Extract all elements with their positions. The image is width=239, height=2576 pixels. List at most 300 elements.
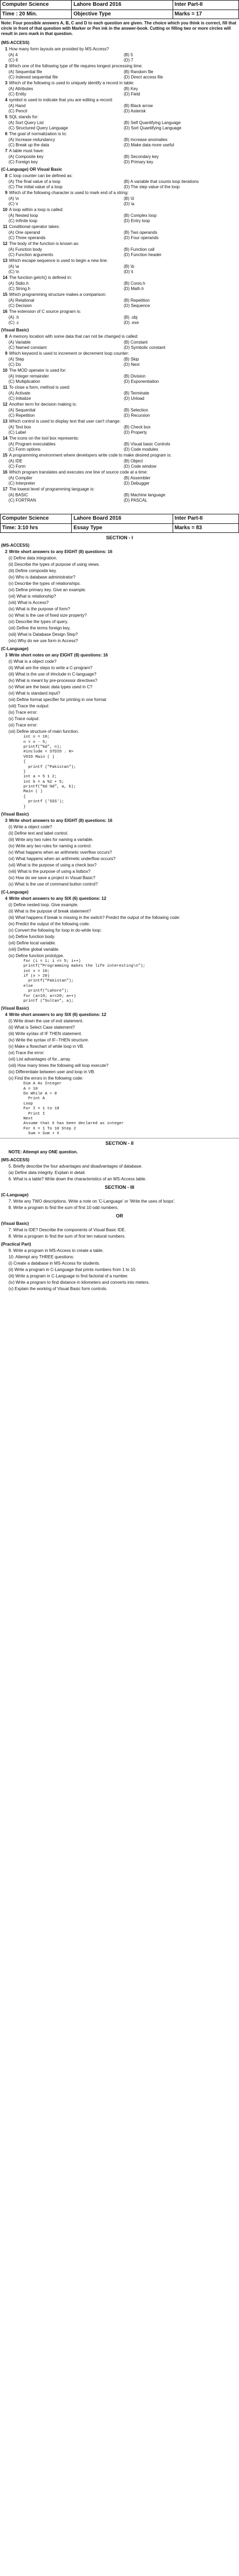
answer-option[interactable]: (B) Self Quantifying Language <box>124 120 181 125</box>
answer-option[interactable]: (D) Unload <box>124 396 144 401</box>
answer-option[interactable]: (D) Property <box>124 430 147 435</box>
answer-option[interactable]: (D) \t <box>124 269 133 274</box>
answer-option[interactable]: (B) Function call <box>124 247 155 252</box>
list-item: (iv) Write a program to find distance in kilometers and converts into meters. <box>8 1280 150 1285</box>
subject-heading: (Visual Basic) <box>1 1221 29 1226</box>
question-list <box>0 1163 239 1182</box>
question-text: Write short answers to any EIGHT (8) questions: <box>9 818 107 823</box>
list-item: (ii) Define text and label control. <box>8 830 69 836</box>
answer-option[interactable]: (B) Two operands <box>124 230 157 235</box>
answer-option[interactable]: (D) Math.h <box>124 286 144 291</box>
question-text: To close a form, method is used: <box>9 385 71 390</box>
answer-options <box>0 213 239 224</box>
answer-options <box>0 247 239 258</box>
answer-option[interactable]: (A) Compiler <box>8 476 32 480</box>
answer-option[interactable]: (B) Division <box>124 374 146 379</box>
answer-option[interactable]: (C) Form options <box>8 447 41 452</box>
answer-option[interactable]: (C) Decision <box>8 303 32 308</box>
answer-option[interactable]: (A) Step <box>8 357 24 362</box>
mcq-question <box>0 367 239 374</box>
subject-heading: (MS-ACCESS) <box>1 1157 30 1162</box>
question-text: The body of the function is known as: <box>9 241 80 246</box>
question-list <box>0 824 239 888</box>
answer-options <box>0 69 239 80</box>
list-item: (a) Define data integrity. Explain in detail. <box>8 1170 86 1175</box>
mcq-question <box>0 292 239 298</box>
answer-option[interactable]: (A) Sequential <box>8 408 36 413</box>
section-heading: SECTION - I <box>106 535 133 540</box>
list-item: (ix) How do we save a project in Visual Basic? <box>8 875 96 880</box>
mcq-question <box>0 224 239 230</box>
question-list <box>0 555 239 644</box>
list-item: (xii) Define the terms foreign key. <box>8 626 71 631</box>
question-number: 15 <box>3 292 7 297</box>
question-text: symbol is used to indicate that you are editing a record: <box>9 98 113 102</box>
answer-option[interactable]: (D) Four operands <box>124 235 159 240</box>
answer-option[interactable]: (B) Constant <box>124 340 148 345</box>
answer-option[interactable]: (D) .exe <box>124 320 139 325</box>
list-item: (iv) What is meant by pre-processor directives? <box>8 678 98 684</box>
answer-option[interactable]: (B) Assembler <box>124 476 151 480</box>
question-text: Which programming structure makes a comparison: <box>9 292 107 297</box>
code-snippet: for (a=10; a<=20; a++) printf ("Sultan", a); <box>23 994 76 1003</box>
list-item: (x) Find the errors in the following code: <box>8 1076 83 1081</box>
answer-option[interactable]: (C) Interpreter <box>8 481 36 486</box>
answer-option[interactable]: (B) Terminate <box>124 391 149 396</box>
list-item: (vi) What is standard input? <box>8 691 61 696</box>
marks: 16 <box>103 653 108 658</box>
objective-header <box>0 0 239 19</box>
subject-heading: (MS-ACCESS) <box>1 40 30 45</box>
mcq-question <box>0 190 239 196</box>
question-number: 14 <box>3 275 7 280</box>
note-text: NOTE: Attempt any ONE question. <box>8 1149 78 1154</box>
list-item: (ii) What are the steps to write a C-program? <box>8 665 92 671</box>
subject-heading: (Visual Basic) <box>1 1006 29 1011</box>
question-text: Write short notes on any EIGHT (8) questions: <box>9 653 102 658</box>
mcq-question <box>0 148 239 154</box>
answer-option[interactable]: (C) Form <box>8 464 25 469</box>
answer-options <box>0 408 239 418</box>
answer-option[interactable]: (B) Machine language <box>124 493 166 497</box>
answer-option[interactable]: (D) Primary key <box>124 160 153 164</box>
list-item: (ii) Describe the types of purpose of using views. <box>8 562 100 567</box>
list-item: (i) What is a object code? <box>8 659 57 664</box>
question-number: 9 <box>5 190 7 195</box>
answer-option[interactable]: (C) String.h <box>8 286 30 291</box>
answer-option[interactable]: (D) Make data more useful <box>124 143 174 147</box>
list-item: (v) Convert the following for loop in do-while loop: <box>8 927 102 933</box>
list-item: (vi) Define function body. <box>8 934 55 939</box>
list-item: (viii) What is Access? <box>8 600 49 606</box>
answer-option[interactable]: (A) Variable <box>8 340 31 345</box>
list-item: (xiii) What is Database Design Step? <box>8 632 78 637</box>
question-text: Conditional operator takes: <box>9 224 60 229</box>
answer-option[interactable]: (B) 5 <box>124 52 133 57</box>
answer-options <box>0 340 239 351</box>
subject-heading: (Visual Basic) <box>1 811 29 817</box>
answer-option[interactable]: (C) \n <box>8 269 19 274</box>
answer-option[interactable]: (B) Secondary key <box>124 154 159 159</box>
answer-option[interactable]: (B) Repetition <box>124 298 150 303</box>
list-item: (vi) Define primary key. Give an example. <box>8 588 87 593</box>
answer-option[interactable]: (C) Structured Query Language <box>8 126 69 130</box>
answer-option[interactable]: (D) Asterisk <box>124 109 146 113</box>
question-list <box>0 902 239 959</box>
list-item: (xii) Define structure of main function. <box>8 729 79 734</box>
list-item: (vi) Trace the error: <box>8 1050 45 1056</box>
list-item: (iii) What is the use of #include in C-language? <box>8 672 97 677</box>
answer-options <box>0 52 239 63</box>
question-number: 5 <box>5 115 7 119</box>
answer-option[interactable]: (B) \b <box>124 264 134 269</box>
answer-option[interactable]: (C) Label <box>8 430 26 435</box>
list-item: (ii) What is Select Case statement? <box>8 1025 75 1030</box>
answer-option[interactable]: (D) PASCAL <box>124 498 148 503</box>
question-text: Which one of the following type of file requires longest processing time: <box>9 64 143 68</box>
header-cell: Marks = 17 <box>174 11 202 17</box>
question-number: 15 <box>3 453 7 458</box>
answer-option[interactable]: (A) \n <box>8 196 19 201</box>
answer-option[interactable]: (D) \a <box>124 201 134 206</box>
answer-option[interactable]: (A) BASIC <box>8 493 28 497</box>
answer-options <box>0 357 239 367</box>
answer-options <box>0 179 239 190</box>
question-row: 4 Write short answers to any SIX (6) questions: 12 <box>5 896 107 901</box>
answer-option[interactable]: (A) One operand <box>8 230 40 235</box>
answer-option[interactable]: (C) Entity <box>8 92 27 97</box>
answer-option[interactable]: (C) Multiplication <box>8 379 40 384</box>
question-text: How many form layouts are provided by MS-Access? <box>9 47 109 51</box>
list-item: (ix) What is the purpose of form? <box>8 607 71 612</box>
list-item: (iii) Define composite key. <box>8 568 57 574</box>
answer-option[interactable]: (C) .c <box>8 320 19 325</box>
question-number: 13 <box>3 258 7 263</box>
question-text: The goal of normalization is to: <box>9 132 67 136</box>
mcq-question <box>0 131 239 137</box>
mcq-question <box>0 384 239 391</box>
code-snippet: For I = 1 to 10 Print I Next <box>23 1107 59 1121</box>
question-text: Which escape sequence is used to begin a new line: <box>9 258 108 263</box>
question-number: 14 <box>3 436 7 441</box>
question-number: 3 <box>5 81 7 85</box>
marks: 16 <box>107 549 113 555</box>
list-item: (xi) Describe the types of query. <box>8 619 69 625</box>
answer-options <box>0 374 239 384</box>
section-heading: SECTION - III <box>105 1184 134 1190</box>
instructions-note: Note: Four possible answers A, B, C and D to each question are given. The choice which you think is correct, fill that circle in front of that question with Marker or Pen ink in the answer-book. Cutting or filling two or more circles will result in zero mark in that question. <box>1 21 236 36</box>
answer-option[interactable]: (B) Object <box>124 459 143 463</box>
list-item: (i) Write down the use of exit statement. <box>8 1019 83 1024</box>
answer-options <box>0 459 239 469</box>
answer-option[interactable]: (D) Next <box>124 362 140 367</box>
list-item: 7. What is IDE? Describe the components of Visual Basic IDE. <box>8 1228 126 1233</box>
answer-options <box>0 493 239 503</box>
question-text: Which program translates and executes one line of source code at a time: <box>9 470 148 475</box>
question-text: The MOD operator is used for: <box>9 368 67 373</box>
header-cell: Objective Type <box>72 10 173 19</box>
answer-option[interactable]: (C) FORTRAN <box>8 498 36 503</box>
answer-option[interactable]: (A) The final value of a loop <box>8 179 61 184</box>
question-list <box>0 659 239 735</box>
list-item: (i) Define nested loop. Give example. <box>8 902 79 907</box>
answer-option[interactable]: (D) Code modules <box>124 447 158 452</box>
answer-option[interactable]: (B) A variable that counts loop iterations <box>124 179 199 184</box>
list-item: (vii) Define local variable. <box>8 940 56 945</box>
list-item: (i) Create a database in MS-Access for students. <box>8 1261 100 1266</box>
answer-option[interactable]: (C) 6 <box>8 58 18 63</box>
answer-option[interactable]: (C) Infinite loop <box>8 218 38 223</box>
answer-option[interactable]: (B) Key <box>124 86 138 91</box>
code-snippet: #include < STDIO . H> VOID Main ( ) { printf ("Pakistan"); } <box>23 750 76 774</box>
answer-option[interactable]: (A) Composite key <box>8 154 44 159</box>
subject-heading: (C-Language) OR Visual Basic <box>1 167 62 172</box>
answer-options <box>0 86 239 97</box>
header-cell: Time: 3:10 hrs <box>1 524 72 533</box>
answer-option[interactable]: (C) Repetition <box>8 413 35 418</box>
subject-heading: (Practical Part) <box>1 1242 31 1247</box>
answer-option[interactable]: (C) Pencil <box>8 109 28 113</box>
question-number: 4 <box>5 98 7 102</box>
list-item: (vi) What happens when an arithmetic underflow occurs? <box>8 856 116 861</box>
list-item: (x) What is the use of fixed size property? <box>8 613 87 618</box>
mcq-question <box>0 241 239 247</box>
answer-option[interactable]: (B) Selection <box>124 408 148 413</box>
mcq-question <box>0 63 239 69</box>
question-number: 16 <box>3 309 7 314</box>
code-snippet: int n = 10; n = n - 5; printf("%d", n); <box>23 735 62 749</box>
list-item: (v) What happens when an arithmetic overflow occurs? <box>8 849 112 855</box>
or-divider: OR <box>116 1213 123 1219</box>
question-number: 13 <box>3 419 7 424</box>
mcq-question <box>0 97 239 103</box>
answer-option[interactable]: (D) 7 <box>124 58 133 63</box>
question-number: 8 <box>5 334 7 339</box>
list-item: (viii) Define global variable. <box>8 947 60 952</box>
answer-options <box>0 103 239 114</box>
answer-option[interactable]: (A) Hand <box>8 103 26 108</box>
question-list <box>0 1248 239 1292</box>
question-number: 7 <box>5 148 7 153</box>
question-text: The lowest level of programming language is: <box>9 487 95 492</box>
list-item: (vii) Define format specifier for printing in one format <box>8 697 107 703</box>
mcq-question <box>0 309 239 315</box>
list-item: (ix) Differentiate between user and loop in VB. <box>8 1070 96 1075</box>
question-text: Which keyword is used to increment or decrement loop counter: <box>9 351 129 356</box>
answer-option[interactable]: (D) Sort Quantifying Language <box>124 126 182 130</box>
answer-options <box>0 230 239 241</box>
answer-option[interactable]: (A) .h <box>8 315 19 320</box>
question-text: The function getch() is defined in: <box>9 275 72 280</box>
answer-option[interactable]: (A) \a <box>8 264 19 269</box>
list-item: (i) Write a object code? <box>8 824 53 829</box>
header-cell: Lahore Board 2016 <box>72 1 173 10</box>
answer-option[interactable]: (D) Exponentiation <box>124 379 159 384</box>
mcq-question <box>0 452 239 459</box>
answer-option[interactable]: (A) Function body <box>8 247 42 252</box>
answer-option[interactable]: (D) Function header <box>124 252 162 257</box>
header-cell: Inter Part-II <box>173 514 238 524</box>
subject-heading: (C-Language) <box>1 1192 29 1197</box>
list-item: (iii) Write any two rules for naming a variable. <box>8 837 93 842</box>
answer-option[interactable]: (A) Increase redundancy <box>8 137 55 142</box>
mcq-question <box>0 207 239 213</box>
answer-option[interactable]: (C) Function arguments <box>8 252 54 257</box>
question-number: 1 <box>5 47 7 51</box>
answer-option[interactable]: (D) Recursion <box>124 413 150 418</box>
answer-option[interactable]: (C) Break up the data <box>8 143 49 147</box>
list-item: (i) Define data integration. <box>8 556 58 561</box>
answer-option[interactable]: (B) Visual basic Controls <box>124 442 170 446</box>
answer-option[interactable]: (B) .obj <box>124 315 138 320</box>
answer-option[interactable]: (A) Integer remainder <box>8 374 49 379</box>
code-snippet: int x = 10; if (x > 20) printf("Pakistan"); else printf("Lahore"); <box>23 969 74 994</box>
answer-option[interactable]: (B) Black arrow <box>124 103 153 108</box>
objective-sections <box>0 40 239 503</box>
list-item: 10. Attempt any THREE questions: <box>8 1255 74 1260</box>
question-number: 12 <box>3 402 7 407</box>
question-number: 10 <box>3 368 7 373</box>
answer-option[interactable]: (B) Check box <box>124 425 151 430</box>
answer-option[interactable]: (D) Debugger <box>124 481 150 486</box>
answer-option[interactable]: (C) \r <box>8 201 19 206</box>
answer-options <box>0 425 239 435</box>
answer-option[interactable]: (D) Symbolic constant <box>124 345 166 350</box>
answer-options <box>0 154 239 165</box>
question-row: 2 Write short answers to any EIGHT (8) questions: 16 <box>5 549 113 555</box>
answer-option[interactable]: (C) Initialize <box>8 396 31 401</box>
answer-option[interactable]: (A) Attributes <box>8 86 33 91</box>
question-number: 2 <box>5 64 7 68</box>
subject-heading: (C-Language) <box>1 646 29 652</box>
question-list <box>0 1198 239 1211</box>
answer-option[interactable]: (A) IDE <box>8 459 23 463</box>
list-item: (iii) What happens if break is missing in the switch? Predict the output of the following code: <box>8 915 181 920</box>
answer-option[interactable]: (C) Foreign key <box>8 160 38 164</box>
mcq-question <box>0 435 239 442</box>
list-item: 6. What is a table? Write down the characteristics of an MS-Access table. <box>8 1176 147 1181</box>
question-text: Which of the following character is used to mark end of a string: <box>9 190 129 195</box>
answer-option[interactable]: (A) 4 <box>8 52 18 57</box>
answer-options <box>0 391 239 401</box>
answer-option[interactable]: (C) The initial value of a loop <box>8 185 63 189</box>
list-item: (iv) Predict the output of the following code. <box>8 921 90 926</box>
answer-option[interactable]: (A) Program executables <box>8 442 56 446</box>
code-snippet: int a = 5 1 2; int b = a %2 + 5; printf("%d %d", a, b); <box>23 775 76 789</box>
answer-option[interactable]: (D) The step value of the loop <box>124 185 180 189</box>
list-item: 7. Write any TWO descriptions. Write a note on 'C-Language' or 'Write the uses of loops'. <box>8 1198 176 1204</box>
answer-option[interactable]: (B) \0 <box>124 196 134 201</box>
mcq-question <box>0 114 239 120</box>
list-item: (x) What is the use of command button control? <box>8 881 98 887</box>
answer-option[interactable]: (D) Sequence <box>124 303 150 308</box>
mcq-question <box>0 401 239 408</box>
answer-option[interactable]: (B) Random file <box>124 69 153 74</box>
question-row: 3 Write short notes on any EIGHT (8) questions: 16 <box>5 653 108 658</box>
answer-option[interactable]: (C) Indexed sequential file <box>8 75 58 80</box>
question-number: 6 <box>5 132 7 136</box>
answer-options <box>0 281 239 292</box>
list-item: (iv) Write the syntax of IF--THEN structure. <box>8 1038 89 1043</box>
header-cell: Time : 20 Min. <box>1 10 72 19</box>
answer-options <box>0 315 239 326</box>
list-item: (iii) Write a program in C-Language to find factorial of a number. <box>8 1274 129 1279</box>
answer-option[interactable]: (A) Nested loop <box>8 213 38 218</box>
mcq-question <box>0 275 239 281</box>
answer-option[interactable]: (D) Field <box>124 92 140 97</box>
answer-option[interactable]: (B) Conio.h <box>124 281 146 286</box>
question-number: 8 <box>5 173 7 178</box>
marks: 12 <box>101 1012 107 1018</box>
list-item: (iii) Write syntax of IF THEN statement. <box>8 1031 82 1037</box>
answer-options <box>0 120 239 131</box>
question-text: A memory location with some data that can not be changed is called: <box>9 334 139 339</box>
question-text: Write short answers to any EIGHT (8) questions: <box>9 549 107 555</box>
header-cell: Lahore Board 2016 <box>72 514 173 524</box>
answer-option[interactable]: (A) Sequential file <box>8 69 42 74</box>
question-text: Another term for decision making is: <box>9 402 77 407</box>
list-item: (viii) Trace the output: <box>8 704 49 709</box>
list-item: (xiv) Why do we use form in Access? <box>8 638 78 644</box>
answer-option[interactable]: (C) Named constant <box>8 345 47 350</box>
list-item: (viii) What is the purpose of using a listbox? <box>8 869 91 874</box>
list-item: (vii) What is relationship? <box>8 594 56 599</box>
answer-option[interactable]: (B) Increase anomalies <box>124 137 168 142</box>
answer-option[interactable]: (A) Text box <box>8 425 31 430</box>
answer-option[interactable]: (C) Three operands <box>8 235 46 240</box>
marks: 16 <box>107 818 113 823</box>
answer-option[interactable]: (B) Complex loop <box>124 213 157 218</box>
list-item: (ix) Trace error: <box>8 710 38 715</box>
question-number: 12 <box>3 241 7 246</box>
answer-option[interactable]: (C) Do <box>8 362 21 367</box>
list-item: (v) Make a flowchart of while loop in VB. <box>8 1044 84 1049</box>
answer-options <box>0 196 239 207</box>
question-text: A loop within a loop is called: <box>9 207 64 212</box>
answer-options <box>0 298 239 309</box>
question-text: The extension of C source program is: <box>9 309 81 314</box>
list-item: 8. Write a program to find the sum of first ten natural numbers. <box>8 1234 126 1239</box>
answer-option[interactable]: (D) Direct access file <box>124 75 163 80</box>
answer-option[interactable]: (A) Relational <box>8 298 35 303</box>
question-text: Which of the following is used to uniquely identify a record in table: <box>9 81 134 85</box>
code-snippet: Main ( ) { printf ('SSS'); } <box>23 790 64 809</box>
mcq-question <box>0 258 239 264</box>
answer-option[interactable]: (D) Code window <box>124 464 157 469</box>
question-number: 17 <box>3 487 7 492</box>
list-item: (xi) Trace error: <box>8 723 38 728</box>
list-item: (iv) Write any two rules for naming a control. <box>8 843 92 848</box>
question-number: 11 <box>3 385 7 390</box>
answer-options <box>0 137 239 148</box>
question-row: 4 Write short answers to any SIX (6) questions: 12 <box>5 1012 107 1018</box>
section-heading: SECTION - II <box>105 1141 134 1146</box>
answer-option[interactable]: (A) Sort Query List <box>8 120 44 125</box>
list-item: (v) Explain the working of Visual Basic form controls. <box>8 1286 108 1292</box>
mcq-question <box>0 469 239 476</box>
answer-option[interactable]: (A) Stdio.h <box>8 281 29 286</box>
header-cell: Computer Science <box>1 1 72 10</box>
question-list <box>0 1018 239 1082</box>
list-item: 9. Write a program in MS-Access to create a table. <box>8 1248 104 1254</box>
list-item: 5. Briefly describe the four advantages and disadvantages of database. <box>8 1163 143 1169</box>
answer-option[interactable]: (D) Entry loop <box>124 218 150 223</box>
answer-option[interactable]: (A) Activate <box>8 391 30 396</box>
answer-option[interactable]: (B) Skip <box>124 357 139 362</box>
list-item: (x) Trace output: <box>8 716 40 722</box>
code-snippet: Assume that X has been declared as integer For X = 1 To 10 Step 2 Sum = Sum + X <box>23 1121 124 1136</box>
list-item: (vii) What is the purpose of using a check box? <box>8 862 97 868</box>
